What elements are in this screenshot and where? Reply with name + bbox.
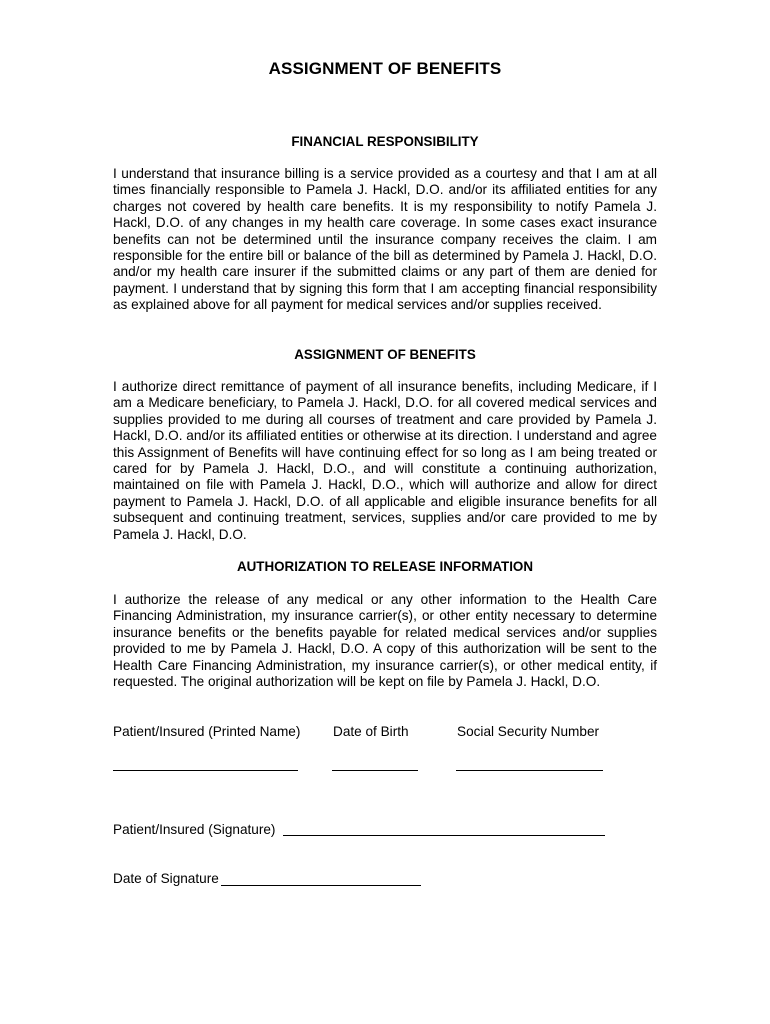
assignment-of-benefits-heading: ASSIGNMENT OF BENEFITS [294, 347, 476, 362]
document-title: ASSIGNMENT OF BENEFITS [268, 59, 502, 78]
date-of-signature-label: Date of Signature [113, 871, 219, 886]
authorization-release-heading: AUTHORIZATION TO RELEASE INFORMATION [236, 559, 534, 574]
signature-label: Patient/Insured (Signature) [113, 822, 276, 837]
assignment-of-benefits-text: I authorize direct remittance of payment of all insurance benefits, including Medicare, if I am a Medicare beneficiary, to Pamela J. Hackl, D.O. for all covered medical services and supplies provided to me during all courses of treatment and care provided by Pamela J. Hackl, D.O. and/or its affiliated entities or otherwise at its direction. I understand and agree this Assignment of Benefits will have continuing effect for so long as I am being treated or cared for by Pamela J. Hackl, D.O., and will constitute a continuing authorization, maintained on file with Pamela J. Hackl, D.O., which will authorize and allow for direct payment to Pamela J. Hackl, D.O. of all applicable and eligible insurance benefits for all subsequent and continuing treatment, services, supplies and/or care provided to me by Pamela J. Hackl, D.O. [113, 379, 657, 542]
signature-field[interactable] [283, 835, 605, 836]
social-security-number-field[interactable] [456, 770, 603, 771]
date-of-signature-field[interactable] [221, 885, 421, 886]
social-security-number-label: Social Security Number [457, 724, 600, 739]
date-of-birth-label: Date of Birth [333, 724, 409, 739]
authorization-release-text: I authorize the release of any medical or any other information to the Health Care Financing Administration, my insurance carrier(s), or other entity necessary to determine insurance benefits or the benefits payable for related medical services and/or supplies provided to me by Pamela J. Hackl, D.O. A copy of this authorization will be sent to the Health Care Financing Administration, my insurance carrier(s), or other medical entity, if requested. The original authorization will be kept on file by Pamela J. Hackl, D.O. [113, 592, 657, 690]
date-of-birth-field[interactable] [332, 770, 418, 771]
printed-name-label: Patient/Insured (Printed Name) [113, 724, 301, 739]
financial-responsibility-text: I understand that insurance billing is a service provided as a courtesy and that I am at all times financially responsible to Pamela J. Hackl, D.O. and/or its affiliated entities for any charges not covered by health care benefits. It is my responsibility to notify Pamela J. Hackl, D.O. of any changes in my health care coverage. In some cases exact insurance benefits can not be determined until the insurance company receives the claim. I am responsible for the entire bill or balance of the bill as determined by Pamela J. Hackl, D.O. and/or my health care insurer if the submitted claims or any part of them are denied for payment. I understand that by signing this form that I am accepting financial responsibility as explained above for all payment for medical services and/or supplies received. [113, 166, 657, 313]
printed-name-field[interactable] [113, 770, 298, 771]
financial-responsibility-heading: FINANCIAL RESPONSIBILITY [291, 134, 479, 149]
